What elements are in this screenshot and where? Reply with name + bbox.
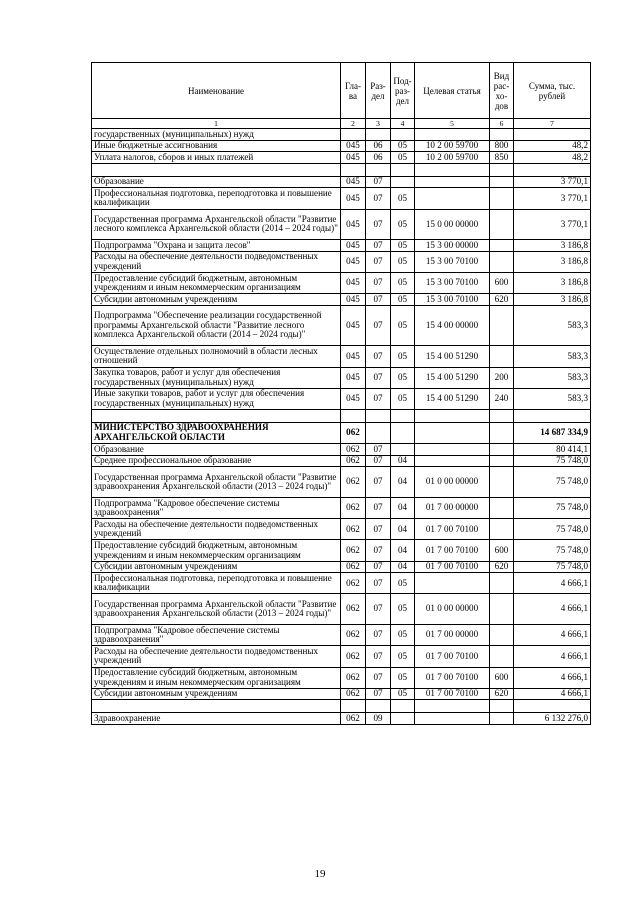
table-row: [92, 388, 591, 409]
row-vid: [490, 625, 514, 646]
row-target: 15 3 00 70100: [415, 273, 490, 294]
row-amount: 3 186,8: [514, 294, 591, 306]
row-razdel: 07: [366, 467, 391, 498]
table-row: [92, 625, 591, 646]
row-amount: 3 186,8: [514, 273, 591, 294]
row-glava: 045: [341, 251, 366, 272]
row-podrazdel: 05: [391, 388, 415, 409]
row-vid: [490, 467, 514, 498]
table-row: [92, 209, 591, 240]
empty-cell: [490, 163, 514, 176]
empty-cell: [341, 163, 366, 176]
row-target: [415, 176, 490, 188]
row-podrazdel: 04: [391, 540, 415, 561]
row-glava: 062: [341, 561, 366, 573]
table-row: [92, 305, 591, 345]
row-podrazdel: 05: [391, 209, 415, 240]
row-razdel: 06: [366, 140, 391, 152]
row-name: Профессиональная подготовка, переподготовка и повышение квалификации: [92, 188, 341, 209]
table-row: [92, 294, 591, 306]
row-glava: 062: [341, 625, 366, 646]
row-vid: 600: [490, 273, 514, 294]
row-name: Подпрограмма "Кадровое обеспечение системы здравоохранения": [92, 625, 341, 646]
column-number: 2: [341, 119, 366, 129]
budget-table: [91, 62, 591, 725]
row-vid: 850: [490, 152, 514, 164]
row-vid: 620: [490, 561, 514, 573]
table-header-row: [92, 63, 591, 119]
row-name: Расходы на обеспечение деятельности подведомственных учреждений: [92, 251, 341, 272]
row-razdel: 07: [366, 273, 391, 294]
row-amount: 14 687 334,9: [514, 422, 591, 443]
row-vid: [490, 129, 514, 141]
row-amount: 4 666,1: [514, 646, 591, 667]
row-razdel: 07: [366, 646, 391, 667]
column-number: 4: [391, 119, 415, 129]
row-razdel: 07: [366, 667, 391, 688]
row-glava: 045: [341, 273, 366, 294]
row-amount: 3 770,1: [514, 176, 591, 188]
row-glava: 062: [341, 646, 366, 667]
row-amount: 6 132 276,0: [514, 713, 591, 725]
empty-cell: [391, 700, 415, 713]
row-podrazdel: 05: [391, 140, 415, 152]
header-target: Целевая статья: [415, 63, 490, 119]
row-razdel: 07: [366, 367, 391, 388]
row-glava: 062: [341, 467, 366, 498]
row-amount: 75 748,0: [514, 467, 591, 498]
empty-cell: [415, 163, 490, 176]
column-number: 7: [514, 119, 591, 129]
row-glava: 045: [341, 240, 366, 252]
row-podrazdel: 05: [391, 594, 415, 625]
row-podrazdel: 05: [391, 240, 415, 252]
row-amount: 583,3: [514, 346, 591, 367]
row-amount: 3 186,8: [514, 251, 591, 272]
header-razdel: Раз-дел: [366, 63, 391, 119]
row-podrazdel: 05: [391, 688, 415, 700]
row-vid: [490, 498, 514, 519]
row-glava: 062: [341, 498, 366, 519]
row-razdel: 07: [366, 176, 391, 188]
row-podrazdel: [391, 444, 415, 456]
row-amount: 583,3: [514, 367, 591, 388]
table-row: [92, 240, 591, 252]
row-target: 01 0 00 00000: [415, 594, 490, 625]
column-number: 5: [415, 119, 490, 129]
row-name: Среднее профессиональное образование: [92, 455, 341, 467]
row-vid: 800: [490, 140, 514, 152]
row-name: Иные закупки товаров, работ и услуг для обеспечения государственных (муниципальных) нужд: [92, 388, 341, 409]
table-row: [92, 646, 591, 667]
row-glava: 062: [341, 540, 366, 561]
row-name: Предоставление субсидий бюджетным, автономным учреждениям и иным некоммерческим организациям: [92, 273, 341, 294]
table-row: [92, 176, 591, 188]
row-amount: 48,2: [514, 140, 591, 152]
row-vid: [490, 346, 514, 367]
table-row: [92, 455, 591, 467]
table-body: [92, 129, 591, 725]
row-amount: 4 666,1: [514, 594, 591, 625]
table-row: [92, 498, 591, 519]
row-razdel: 07: [366, 209, 391, 240]
empty-cell: [490, 409, 514, 422]
row-target: 15 4 00 00000: [415, 305, 490, 345]
row-vid: 600: [490, 540, 514, 561]
row-razdel: 07: [366, 688, 391, 700]
table-spacer-row: [92, 700, 591, 713]
row-podrazdel: 05: [391, 573, 415, 594]
row-vid: [490, 251, 514, 272]
table-row: [92, 152, 591, 164]
row-podrazdel: [391, 422, 415, 443]
row-vid: [490, 422, 514, 443]
row-name: Осуществление отдельных полномочий в области лесных отношений: [92, 346, 341, 367]
row-podrazdel: 05: [391, 305, 415, 345]
empty-cell: [415, 700, 490, 713]
row-amount: [514, 129, 591, 141]
row-name: Государственная программа Архангельской области "Развитие здравоохранения Архангельской области (2013 – 2024 годы)": [92, 467, 341, 498]
row-podrazdel: 04: [391, 455, 415, 467]
empty-cell: [92, 409, 341, 422]
empty-cell: [490, 700, 514, 713]
row-amount: 75 748,0: [514, 498, 591, 519]
row-glava: [341, 129, 366, 141]
table-row: [92, 594, 591, 625]
header-podrazdel: Под-раз-дел: [391, 63, 415, 119]
table-row: [92, 573, 591, 594]
table-row: [92, 540, 591, 561]
row-razdel: 07: [366, 251, 391, 272]
row-name: Государственная программа Архангельской области "Развитие лесного комплекса Архангельской области (2014 – 2024 годы)": [92, 209, 341, 240]
row-razdel: 09: [366, 713, 391, 725]
empty-cell: [514, 163, 591, 176]
row-target: 01 7 00 70100: [415, 519, 490, 540]
row-vid: [490, 519, 514, 540]
row-razdel: 07: [366, 444, 391, 456]
header-glava: Гла-ва: [341, 63, 366, 119]
row-target: 15 4 00 51290: [415, 388, 490, 409]
row-name: Подпрограмма "Кадровое обеспечение системы здравоохранения": [92, 498, 341, 519]
row-name: Образование: [92, 176, 341, 188]
row-name: Уплата налогов, сборов и иных платежей: [92, 152, 341, 164]
row-glava: 062: [341, 594, 366, 625]
empty-cell: [366, 163, 391, 176]
row-glava: 062: [341, 519, 366, 540]
table-row: [92, 346, 591, 367]
table-row: [92, 713, 591, 725]
header-vid: Вид рас-хо-дов: [490, 63, 514, 119]
row-glava: 045: [341, 305, 366, 345]
empty-cell: [415, 409, 490, 422]
row-razdel: 07: [366, 561, 391, 573]
row-name: государственных (муниципальных) нужд: [92, 129, 341, 141]
row-target: [415, 129, 490, 141]
table-row: [92, 251, 591, 272]
row-podrazdel: 05: [391, 625, 415, 646]
row-vid: [490, 594, 514, 625]
row-razdel: 07: [366, 573, 391, 594]
row-target: 01 7 00 70100: [415, 540, 490, 561]
row-name: Субсидии автономным учреждениям: [92, 561, 341, 573]
row-vid: [490, 646, 514, 667]
row-razdel: 07: [366, 305, 391, 345]
table-row: [92, 444, 591, 456]
row-razdel: 07: [366, 455, 391, 467]
row-name: МИНИСТЕРСТВО ЗДРАВООХРАНЕНИЯ АРХАНГЕЛЬСКОЙ ОБЛАСТИ: [92, 422, 341, 443]
row-target: [415, 713, 490, 725]
empty-cell: [92, 700, 341, 713]
row-target: 15 3 00 00000: [415, 240, 490, 252]
row-podrazdel: 05: [391, 367, 415, 388]
row-name: Образование: [92, 444, 341, 456]
table-row: [92, 367, 591, 388]
row-name: Иные бюджетные ассигнования: [92, 140, 341, 152]
row-vid: [490, 188, 514, 209]
row-podrazdel: [391, 129, 415, 141]
row-podrazdel: 05: [391, 152, 415, 164]
row-glava: 045: [341, 152, 366, 164]
column-number-row: [92, 119, 591, 129]
row-podrazdel: 05: [391, 251, 415, 272]
row-amount: 75 748,0: [514, 561, 591, 573]
row-amount: 75 748,0: [514, 540, 591, 561]
row-glava: 045: [341, 188, 366, 209]
empty-cell: [391, 163, 415, 176]
table-row: [92, 667, 591, 688]
row-name: Подпрограмма "Обеспечение реализации государственной программы Архангельской области "Развитие лесного комплекса Архангельской области (2014 – 2024 годы)": [92, 305, 341, 345]
row-target: 15 3 00 70100: [415, 251, 490, 272]
empty-cell: [366, 409, 391, 422]
row-name: Государственная программа Архангельской области "Развитие здравоохранения Архангельской области (2013 – 2024 годы)": [92, 594, 341, 625]
table-row: [92, 467, 591, 498]
row-podrazdel: [391, 713, 415, 725]
row-target: 10 2 00 59700: [415, 140, 490, 152]
row-razdel: 07: [366, 540, 391, 561]
page-number: 19: [314, 868, 326, 880]
row-vid: [490, 573, 514, 594]
row-podrazdel: 05: [391, 273, 415, 294]
empty-cell: [341, 700, 366, 713]
row-name: Расходы на обеспечение деятельности подведомственных учреждений: [92, 646, 341, 667]
row-target: [415, 444, 490, 456]
row-target: 01 0 00 00000: [415, 467, 490, 498]
row-amount: 4 666,1: [514, 667, 591, 688]
row-glava: 062: [341, 573, 366, 594]
row-name: Профессиональная подготовка, переподготовка и повышение квалификации: [92, 573, 341, 594]
row-vid: [490, 176, 514, 188]
row-target: 01 7 00 70100: [415, 646, 490, 667]
empty-cell: [514, 409, 591, 422]
row-amount: 583,3: [514, 388, 591, 409]
row-name: Закупка товаров, работ и услуг для обеспечения государственных (муниципальных) нужд: [92, 367, 341, 388]
empty-cell: [391, 409, 415, 422]
row-podrazdel: 04: [391, 467, 415, 498]
row-glava: 045: [341, 140, 366, 152]
row-amount: 4 666,1: [514, 688, 591, 700]
table-spacer-row: [92, 163, 591, 176]
row-vid: 240: [490, 388, 514, 409]
row-razdel: 07: [366, 625, 391, 646]
table-row: [92, 188, 591, 209]
row-amount: 80 414,1: [514, 444, 591, 456]
row-glava: 062: [341, 422, 366, 443]
table-row: [92, 140, 591, 152]
row-glava: 045: [341, 367, 366, 388]
table-row: [92, 422, 591, 443]
row-glava: 045: [341, 209, 366, 240]
row-target: [415, 188, 490, 209]
row-vid: [490, 305, 514, 345]
row-podrazdel: 04: [391, 561, 415, 573]
row-amount: 3 186,8: [514, 240, 591, 252]
row-amount: 583,3: [514, 305, 591, 345]
row-glava: 062: [341, 455, 366, 467]
table-spacer-row: [92, 409, 591, 422]
column-number: 3: [366, 119, 391, 129]
row-razdel: 07: [366, 498, 391, 519]
row-target: 01 7 00 00000: [415, 625, 490, 646]
row-target: 15 4 00 51290: [415, 346, 490, 367]
row-podrazdel: 05: [391, 646, 415, 667]
row-target: 15 4 00 51290: [415, 367, 490, 388]
table-row: [92, 688, 591, 700]
row-target: 15 3 00 70100: [415, 294, 490, 306]
row-glava: 045: [341, 346, 366, 367]
row-amount: 75 748,0: [514, 519, 591, 540]
empty-cell: [341, 409, 366, 422]
row-amount: 4 666,1: [514, 573, 591, 594]
header-name: Наименование: [92, 63, 341, 119]
row-glava: 062: [341, 688, 366, 700]
row-razdel: 07: [366, 519, 391, 540]
row-razdel: 07: [366, 346, 391, 367]
row-podrazdel: 04: [391, 519, 415, 540]
row-amount: 48,2: [514, 152, 591, 164]
row-podrazdel: 05: [391, 294, 415, 306]
row-vid: [490, 240, 514, 252]
row-target: 15 0 00 00000: [415, 209, 490, 240]
row-target: 10 2 00 59700: [415, 152, 490, 164]
table-row: [92, 561, 591, 573]
row-razdel: 07: [366, 594, 391, 625]
row-vid: 620: [490, 688, 514, 700]
row-target: [415, 573, 490, 594]
row-name: Здравоохранение: [92, 713, 341, 725]
row-razdel: 07: [366, 188, 391, 209]
row-vid: [490, 455, 514, 467]
row-vid: 620: [490, 294, 514, 306]
row-glava: 062: [341, 444, 366, 456]
row-podrazdel: 05: [391, 667, 415, 688]
table-row: [92, 129, 591, 141]
row-vid: 200: [490, 367, 514, 388]
column-number: 6: [490, 119, 514, 129]
row-amount: 3 770,1: [514, 188, 591, 209]
row-target: 01 7 00 70100: [415, 688, 490, 700]
row-amount: 4 666,1: [514, 625, 591, 646]
row-vid: [490, 209, 514, 240]
empty-cell: [92, 163, 341, 176]
row-target: 01 7 00 70100: [415, 561, 490, 573]
empty-cell: [514, 700, 591, 713]
row-name: Субсидии автономным учреждениям: [92, 294, 341, 306]
row-razdel: 07: [366, 388, 391, 409]
row-name: Предоставление субсидий бюджетным, автономным учреждениям и иным некоммерческим организациям: [92, 540, 341, 561]
row-name: Субсидии автономным учреждениям: [92, 688, 341, 700]
row-target: [415, 422, 490, 443]
row-target: 01 7 00 70100: [415, 667, 490, 688]
row-podrazdel: 05: [391, 346, 415, 367]
row-glava: 045: [341, 176, 366, 188]
row-amount: 3 770,1: [514, 209, 591, 240]
row-glava: 062: [341, 713, 366, 725]
row-vid: 600: [490, 667, 514, 688]
row-razdel: 06: [366, 152, 391, 164]
row-razdel: [366, 422, 391, 443]
column-number: 1: [92, 119, 341, 129]
row-razdel: 07: [366, 294, 391, 306]
row-podrazdel: 05: [391, 188, 415, 209]
row-name: Расходы на обеспечение деятельности подведомственных учреждений: [92, 519, 341, 540]
row-amount: 75 748,0: [514, 455, 591, 467]
row-razdel: 07: [366, 240, 391, 252]
row-razdel: [366, 129, 391, 141]
header-sum: Сумма, тыс. рублей: [514, 63, 591, 119]
row-vid: [490, 444, 514, 456]
row-glava: 045: [341, 294, 366, 306]
empty-cell: [366, 700, 391, 713]
row-target: 01 7 00 00000: [415, 498, 490, 519]
row-vid: [490, 713, 514, 725]
row-name: Подпрограмма "Охрана и защита лесов": [92, 240, 341, 252]
row-podrazdel: 04: [391, 498, 415, 519]
row-target: [415, 455, 490, 467]
table-row: [92, 273, 591, 294]
row-podrazdel: [391, 176, 415, 188]
table-row: [92, 519, 591, 540]
row-glava: 062: [341, 667, 366, 688]
row-name: Предоставление субсидий бюджетным, автономным учреждениям и иным некоммерческим организациям: [92, 667, 341, 688]
row-glava: 045: [341, 388, 366, 409]
